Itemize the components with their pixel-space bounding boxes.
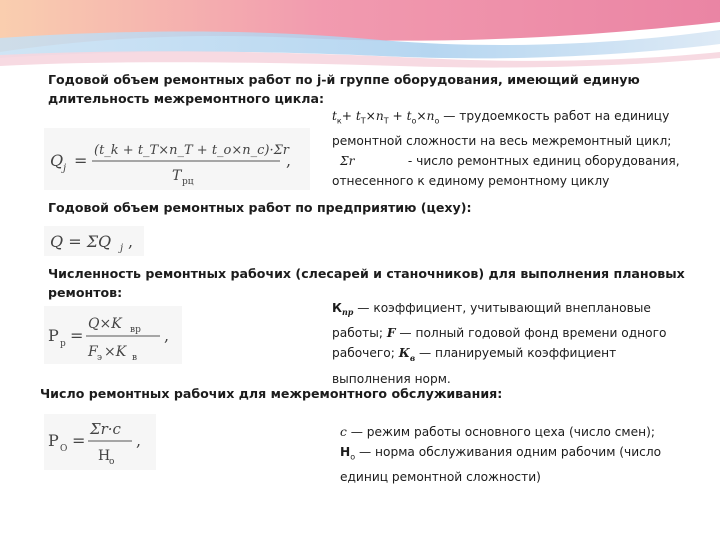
term-tk: $t_к$ (332, 109, 342, 126)
section4-heading: Число ремонтных рабочих для межремонтного обслуживания: (40, 386, 503, 401)
section3-desc-line1: — коэффициент, учитывающий внеплановые (357, 301, 651, 315)
section4-desc-line1: — режим работы основного цеха (число смен); (350, 425, 655, 439)
section2-heading: Годовой объем ремонтных работ по предприятию (цеху): (48, 200, 472, 215)
section3-desc-line4: выполнения норм. (332, 371, 451, 386)
formula4-lhs: P (48, 431, 59, 450)
formula-maintenance-workers-count (44, 414, 156, 470)
section3-desc-line3-suffix: — планируемый коэффициент (418, 346, 617, 361)
formula3-equals: = (70, 326, 84, 345)
formula1-lhs: Q (50, 151, 64, 170)
section4-description (340, 422, 661, 487)
section1-heading-line1: Годовой объем ремонтных работ по j-й группе оборудования, имеющий единую (48, 72, 640, 87)
formula3-denominator-tail: ×K (104, 344, 127, 360)
term-tT: $t_Т$ (355, 109, 366, 126)
section1-desc-line1: — трудоемкость работ на единицу (443, 109, 670, 123)
formula-annual-repair-volume-plant (44, 226, 144, 256)
section3-desc-line3-prefix: рабочего; (332, 346, 395, 361)
section3-heading-line1: Численность ремонтных рабочих (слесарей и станочников) для выполнения плановых (48, 266, 685, 281)
section1-desc-line2: ремонтной сложности на весь межремонтный цикл; (332, 134, 672, 149)
formula4-denominator: H (98, 448, 111, 464)
section1-desc-line3: - число ремонтных единиц оборудования, (407, 154, 680, 169)
formula4-denominator-sub: о (109, 457, 115, 467)
formula3-lhs-sub: р (60, 339, 66, 349)
section3-description (332, 298, 666, 389)
term-nT: $n_Т$ (375, 109, 389, 126)
symbol-kpr: $К_{пр}$ (332, 301, 354, 318)
formula4-comma: , (136, 431, 142, 450)
section3-desc-line2-suffix: — полный годовой фонд времени одного (399, 326, 667, 341)
formula1-comma: , (286, 151, 292, 170)
symbol-f: F (386, 326, 396, 341)
section1-heading (48, 70, 640, 108)
formula2-sub: j (120, 243, 124, 254)
section1-description: $t_к+ t_Т\times n_Т + t_o\times n_o$ — трудоемкость работ на единицу ремонтной сложности на весь межремонтный цикл; Σr - число ремонтных единиц оборудования, отнесенного к единому ремонтному циклу (332, 109, 680, 189)
symbol-kv: $К_в$ (398, 346, 416, 363)
formula3-denominator-sub: в (132, 353, 138, 363)
formula-annual-repair-volume-group (44, 128, 310, 190)
section3-heading-line2: ремонтов: (48, 285, 123, 300)
term-to: $t_o$ (406, 109, 417, 126)
section4-desc-line2: — норма обслуживания одним рабочим (число (358, 445, 662, 459)
symbol-c: c (340, 425, 347, 439)
decorative-banner (0, 0, 720, 70)
formula4-lhs-sub: О (60, 444, 68, 454)
section3-heading (48, 264, 685, 302)
formula3-comma: , (164, 326, 170, 345)
section1-desc-line4: отнесенного к единому ремонтному циклу (332, 174, 610, 189)
formula4-equals: = (72, 431, 86, 450)
formula1-numerator: (t_k + t_T×n_T + t_o×n_c)·Σr (94, 143, 290, 158)
formula3-numerator: Q×K (88, 316, 122, 332)
formula2-expression: Q = ΣQ (50, 232, 112, 251)
formula3-denominator-mid-sub: э (97, 353, 103, 363)
term-no: $n_o$ (426, 109, 440, 126)
formula-repair-workers-count (44, 306, 182, 364)
formula1-denominator-sub: рц (182, 177, 194, 187)
formula3-lhs: P (48, 326, 59, 345)
formula1-denominator: T (172, 168, 182, 184)
formula3-denominator: F (88, 344, 98, 360)
section3-desc-line2-prefix: работы; (332, 326, 384, 341)
section1-heading-line2: длительность межремонтного цикла: (48, 91, 325, 106)
formula1-equals: = (74, 151, 88, 170)
sum-r-symbol: Σr (340, 154, 355, 169)
section4-desc-line3: единиц ремонтной сложности) (340, 470, 541, 485)
symbol-ho: $Н_о$ (340, 445, 356, 462)
formula4-numerator: Σr·c (90, 420, 121, 438)
formula3-numerator-sub: вр (130, 325, 141, 335)
formula2-comma: , (128, 232, 134, 251)
formula1-lhs-sub: j (63, 163, 67, 174)
